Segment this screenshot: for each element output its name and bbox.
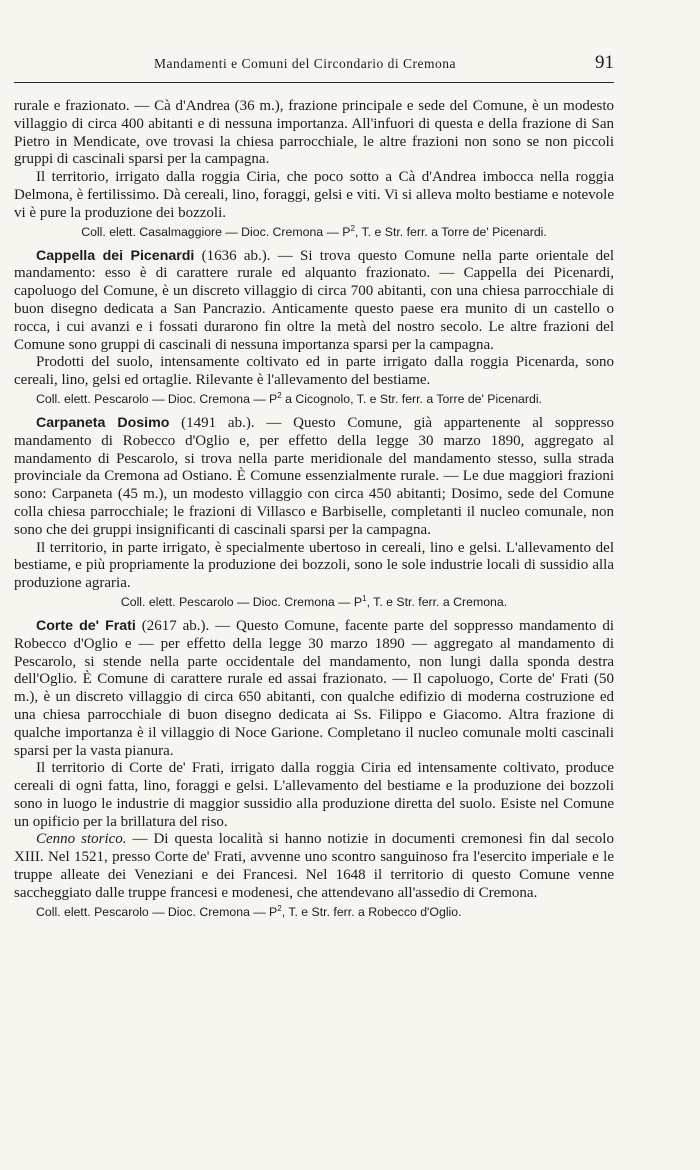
coll-text-end: , T. e Str. ferr. a Cremona.	[366, 594, 508, 609]
coll-text-end: , T. e Str. ferr. a Robecco d'Oglio.	[281, 904, 462, 919]
cappella-collegio-line	[14, 391, 614, 407]
carpaneta-paragraph-2: Il territorio, in parte irrigato, è specialmente ubertoso in cereali, lino e gelsi. L'allevamento del bestiame, e più propriamente la produzione dei bozzoli, sono le sole industrie locali di sussidio alla produzione agraria.	[14, 539, 614, 592]
entry-title-cappella: Cappella dei Picenardi	[36, 247, 195, 264]
cappella-paragraph-2: Prodotti del suolo, intensamente coltivato ed in parte irrigato dalla roggia Picenarda, sono cereali, lino, gelsi ed ortaglie. Rilevante è l'allevamento del bestiame.	[14, 354, 614, 389]
intro-paragraph-1: rurale e frazionato. — Cà d'Andrea (36 m.), frazione principale e sede del Comune, è un modesto villaggio di circa 400 abitanti e di nessuna importanza. All'infuori di questa e della frazione di San Pietro in Mendicate, ove trovasi la chiesa parrocchiale, le altre frazioni non sono se non piccoli gruppi di cascinali sparsi per la campagna.	[14, 98, 614, 168]
coll-text-end: , T. e Str. ferr. a Torre de' Picenardi.	[354, 224, 547, 239]
corte-paragraph-1	[14, 618, 614, 760]
running-title: Mandamenti e Comuni del Circondario di Cremona	[154, 56, 456, 71]
intro-paragraph-2: Il territorio, irrigato dalla roggia Ciria, che poco sotto a Cà d'Andrea imbocca nella roggia Delmona, è fertilissimo. Dà cereali, lino, foraggi, gelsi e viti. Vi si alleva molto bestiame e notevole vi è pure la produzione dei bozzoli.	[14, 169, 614, 221]
corte-paragraph-2: Il territorio di Corte de' Frati, irrigato dalla roggia Ciria ed intensamente coltivato, produce cereali di ogni fatta, lino, foraggi e gelsi. L'allevamento del bestiame e la produzione dei bozzoli sono in luogo le industrie di maggior sussidio alla produzione diretta del suolo. Esiste nel Comune un opificio per la brillatura del riso.	[14, 760, 614, 830]
coll-text: Coll. elett. Casalmaggiore — Dioc. Cremona — P	[81, 224, 351, 239]
coll-superscript: 2	[350, 223, 355, 233]
page-body	[14, 98, 614, 920]
coll-superscript: 1	[362, 593, 367, 603]
entry-title-carpaneta: Carpaneta Dosimo	[36, 414, 170, 431]
carpaneta-paragraph-1	[14, 415, 614, 540]
coll-text: Coll. elett. Pescarolo — Dioc. Cremona — P	[120, 594, 363, 609]
carpaneta-collegio-line	[14, 594, 614, 610]
coll-text: Coll. elett. Pescarolo — Dioc. Cremona — P	[36, 391, 278, 406]
page-header	[14, 52, 614, 83]
carpaneta-text: (1491 ab.). — Questo Comune, già appartenente al soppresso mandamento di Robecco d'Oglio e, per effetto della legge 30 marzo 1890, aggregato al mandamento di Pescarolo, si trova nella parte meridionale del mandamento stesso, sulla strada provinciale da Cremona ad Ostiano. È Comune essenzialmente rurale. — Le due maggiori frazioni sono: Carpaneta (45 m.), un modesto villaggio con circa 450 abitanti; Dosimo, sede del Comune colla chiesa parrocchiale; le frazioni di Villasco e Barbiselle, completanti il nucleo comunale, non sono che dei gruppi insignificanti di cascinali sparsi per la campagna.	[14, 414, 614, 538]
corte-paragraph-3	[14, 831, 614, 902]
cappella-paragraph-1	[14, 248, 614, 355]
coll-superscript: 2	[277, 390, 282, 400]
corte-collegio-line	[14, 904, 614, 920]
corte-text: (2617 ab.). — Questo Comune, facente parte del soppresso mandamento di Robecco d'Oglio e — per effetto della legge 30 marzo 1890 — aggregato al mandamento di Pescarolo, si stende nella parte occidentale del mandamento, non lungi dalla sponda destra dell'Oglio. È Comune di carattere rurale ed assai frazionato. — Il capoluogo, Corte de' Frati (50 m.), è un discreto villaggio di circa 650 abitanti, con qualche edifizio di moderna costruzione ed una chiesa parrocchiale di buon disegno dedicata ai Ss. Filippo e Giacomo. Altra frazione di qualche importanza è il villaggio di Noce Garione. Completano il nucleo comunale molti cascinali sparsi per la vasta pianura.	[14, 617, 614, 759]
coll-text-end: a Cicognolo, T. e Str. ferr. a Torre de' Picenardi.	[281, 391, 542, 406]
page-number: 91	[595, 52, 614, 73]
entry-title-corte: Corte de' Frati	[36, 617, 136, 634]
cappella-text: (1636 ab.). — Si trova questo Comune nella parte orientale del mandamento: esso è di carattere rurale ed alquanto frazionato. — Cappella dei Picenardi, capoluogo del Comune, è un discreto villaggio di circa 700 abitanti, con una chiesa parrocchiale di buon disegno dedicata a San Pancrazio. Anticamente questo paese era munito di un castello o rocca, i cui avanzi e i fossati durarono fin oltre la metà del nostro secolo. Le altre frazioni del Comune sono gruppi di cascinali di nessuna importanza sparsi per la campagna.	[14, 247, 614, 353]
cenno-storico-label: Cenno storico.	[36, 831, 127, 848]
corte-history-text: — Di questa località si hanno notizie in documenti cremonesi fin dal secolo XIII. Nel 1521, presso Corte de' Frati, avvenne uno scontro sanguinoso fra l'esercito imperiale e le truppe alleate dei Veneziani e dei Francesi. Nel 1648 il territorio di questo Comune venne saccheggiato dalle truppe francesi e modenesi, che attendevano all'assedio di Cremona.	[14, 831, 614, 901]
coll-text: Coll. elett. Pescarolo — Dioc. Cremona — P	[36, 904, 278, 919]
intro-collegio-line	[14, 224, 614, 240]
coll-superscript: 2	[277, 903, 282, 913]
